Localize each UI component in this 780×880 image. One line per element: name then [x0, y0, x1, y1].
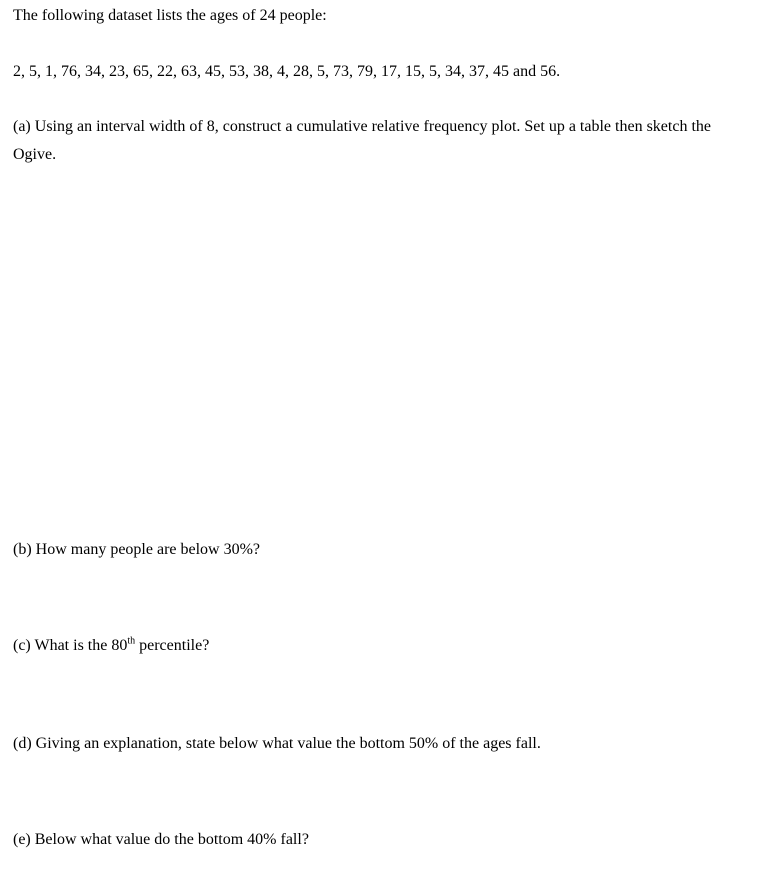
intro-text: The following dataset lists the ages of 24 people: — [13, 7, 327, 24]
question-d: (d) Giving an explanation, state below what value the bottom 50% of the ages fall. — [13, 735, 541, 752]
question-c-text: (c) What is the 80 — [13, 637, 128, 654]
question-e: (e) Below what value do the bottom 40% fall? — [13, 831, 309, 848]
question-c — [13, 636, 209, 656]
question-c-superscript: th — [127, 635, 136, 647]
dataset-list: 2, 5, 1, 76, 34, 23, 65, 22, 63, 45, 53, 38, 4, 28, 5, 73, 79, 17, 15, 5, 34, 37, 45 and 56. — [13, 63, 561, 80]
question-b: (b) How many people are below 30%? — [13, 541, 261, 558]
question-a: (a) Using an interval width of 8, construct a cumulative relative frequency plot. Set up a table then sketch the Ogive. — [13, 118, 711, 163]
question-c-text-end: percentile? — [135, 637, 210, 654]
